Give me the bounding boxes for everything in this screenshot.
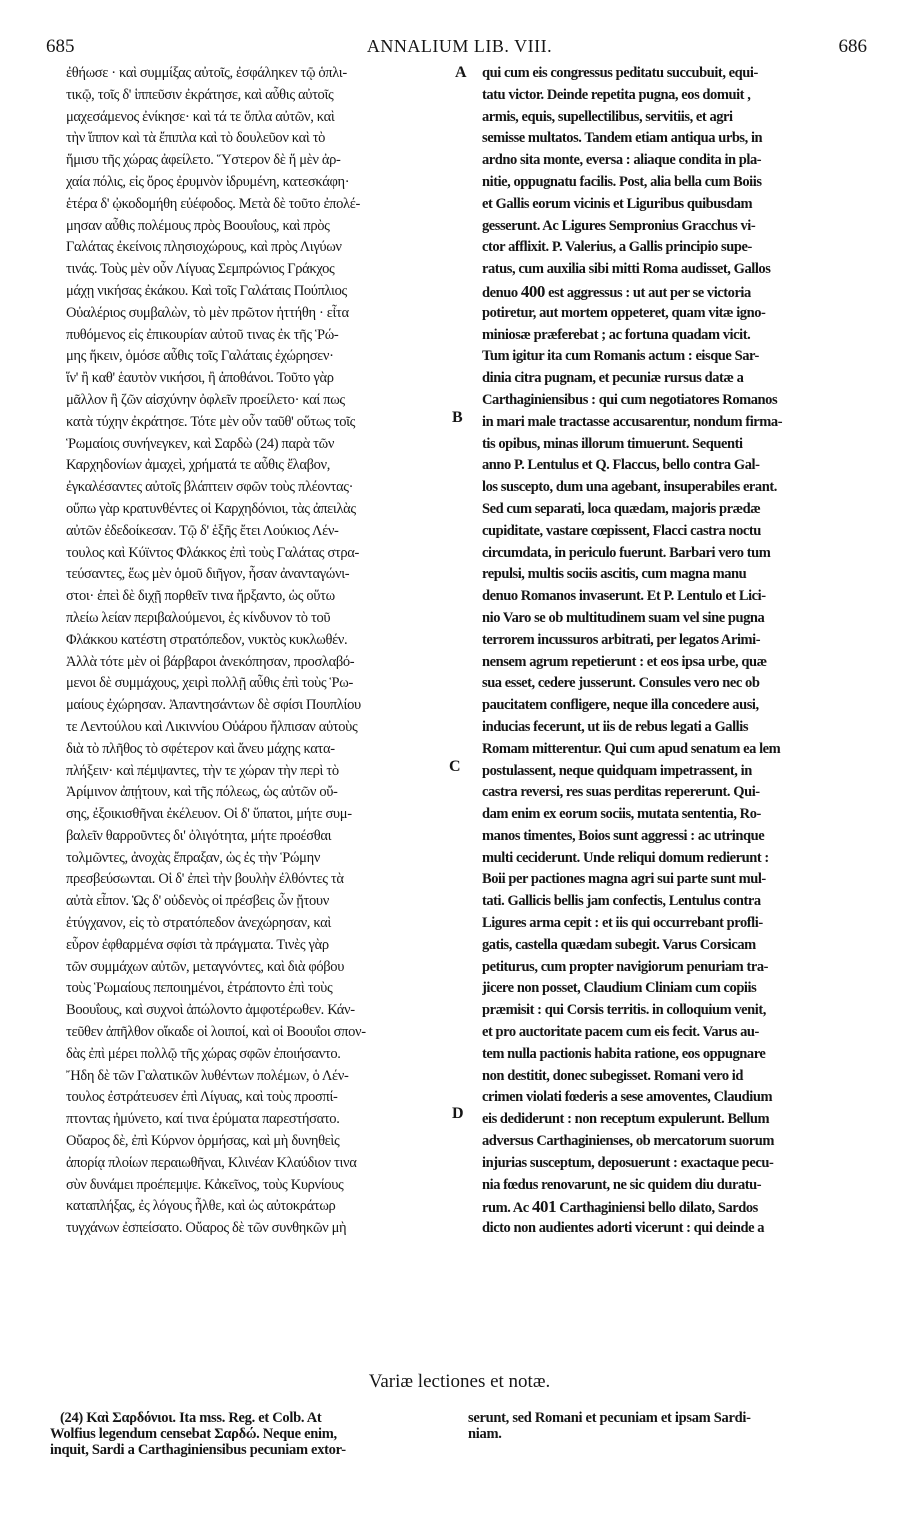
- footnote-left-column: [50, 1410, 445, 1458]
- latin-text-segment: anno P. Lentulus et Q. Flaccus, bello contra Gal-: [482, 457, 760, 474]
- greek-line: Οὔαρος δὲ, ἐπὶ Κύρνον ὁρμήσας, καὶ μὴ δυνηθεὶς: [66, 1133, 340, 1150]
- greek-line: τῶν συμμάχων αὐτῶν, μεταγνόντες, καὶ διὰ φόβου: [66, 958, 345, 975]
- greek-line: Βοουΐους, καὶ συχνοὶ ἀπώλοντο ἀμφοτέρωθεν. Κάν-: [66, 1002, 355, 1019]
- latin-text-segment: miniosæ præferebat ; ac fortuna quadam vicit.: [482, 326, 751, 343]
- latin-line: [482, 1066, 882, 1088]
- latin-line: [482, 390, 882, 412]
- latin-line: [482, 63, 882, 85]
- greek-line: ἐτύγχανον, εἰς τὸ στρατόπεδον ἀνεχώρησαν, καὶ: [66, 915, 331, 932]
- greek-line: πλήξειν· καὶ πέμψαντες, τὴν τε χώραν τὴν περὶ τὸ: [66, 762, 339, 779]
- greek-line: τολμῶντες, ἀνοχὰς ἔπραξαν, ὡς ἐς τὴν Ῥώμην: [66, 849, 321, 866]
- footnote-line: serunt, sed Romani et pecuniam et ipsam Sardi-: [468, 1410, 751, 1426]
- latin-text-segment: Tum igitur ita cum Romanis actum : eisque Sar-: [482, 348, 759, 365]
- latin-text-segment: petiturus, cum propter navigiorum penuriam tra-: [482, 958, 769, 975]
- latin-line: [482, 739, 882, 761]
- latin-line: [482, 543, 882, 565]
- greek-line: μης ἥκειν, ὁμόσε αὖθις τοῖς Γαλάταις ἐχώρησεν·: [66, 348, 334, 365]
- section-marker-a: A: [455, 64, 467, 81]
- latin-line: [482, 194, 882, 216]
- latin-text-segment: terrorem incussuros arbitrati, per legatos Arimi-: [482, 631, 761, 648]
- latin-text-segment: Romam mitterentur. Qui cum apud senatum ea lem: [482, 740, 781, 757]
- latin-text-segment: nensem agrum repetierunt : et eos ipsa urbe, quæ: [482, 653, 767, 670]
- footnote-right-column: [468, 1410, 878, 1442]
- greek-line: χαία πόλις, εἰς ὄρος ἐρυμνὸν ἱδρυμένη, κατεσκάφη·: [66, 173, 350, 190]
- latin-text-segment: dam enim ex eorum sociis, mutata sententia, Ro-: [482, 806, 761, 823]
- latin-line: [482, 957, 882, 979]
- greek-line: μησαν αὖθις πολέμους πρὸς Βοουΐους, καὶ πρὸς: [66, 217, 330, 234]
- latin-text-segment: paucitatem confligere, neque illa concedere ausi,: [482, 697, 759, 714]
- latin-line: [482, 368, 882, 390]
- latin-text-segment: dicto non audientes adorti vicerunt : qui deinde a: [482, 1220, 765, 1237]
- latin-text-segment: et pro auctoritate pacem cum eis fecit. Varus au-: [482, 1024, 759, 1041]
- greek-line: πρεσβεύσωνται. Οἱ δ' ἐπεὶ τὴν βουλὴν ἐλθόντες τὰ: [66, 871, 344, 888]
- greek-line: βαλεῖν θαρροῦντες δι' ὀλιγότητα, μήτε προέσθαι: [66, 827, 332, 844]
- greek-line: αὐτῶν ἐδεδοίκεσαν. Τῷ δ' ἑξῆς ἔτει Λούκιος Λέν-: [66, 522, 339, 539]
- latin-line: [482, 1153, 882, 1175]
- greek-line: Φλάκκου κατέστη στρατόπεδον, νυκτὸς κυκλωθέν.: [66, 631, 348, 648]
- latin-text-segment: sua esset, cedere jusserunt. Consules vero nec ob: [482, 675, 760, 692]
- footnote-line: (24) Καὶ Σαρδόνιοι. Ita mss. Reg. et Colb. At: [60, 1410, 322, 1426]
- latin-text-segment: tati. Gallicis bellis jam confectis, Lentulus contra: [482, 893, 761, 910]
- latin-text-segment: gesserunt. Ac Ligures Sempronius Gracchus vi-: [482, 217, 756, 234]
- latin-text-column: [482, 63, 882, 1240]
- latin-line: [482, 586, 882, 608]
- latin-line: [482, 1000, 882, 1022]
- latin-line: [482, 237, 882, 259]
- latin-text-segment: est aggressus : ut aut per se victoria: [544, 284, 751, 301]
- greek-line: Ῥωμαίοις συνήνεγκεν, καὶ Σαρδὼ (24) παρὰ τῶν: [66, 435, 335, 452]
- latin-line: [482, 608, 882, 630]
- greek-line: τοὺς Ῥωμαίους πεποιημένοι, ἐτράποντο ἐπὶ τοὺς: [66, 980, 333, 997]
- latin-text-segment: rum. Ac: [482, 1200, 532, 1217]
- latin-text-segment: et Gallis eorum vicinis et Liguribus quibusdam: [482, 195, 753, 212]
- latin-text-segment: armis, equis, supellectilibus, servitiis, et agri: [482, 108, 733, 125]
- latin-text-segment: dinia citra pugnam, et pecuniæ rursus datæ a: [482, 370, 744, 387]
- footnote-line: inquit, Sardi a Carthaginiensibus pecuniam extor-: [50, 1442, 346, 1458]
- latin-line: [482, 455, 882, 477]
- greek-line: τεύσαντες, ἕως μὲν ὁμοῦ διῆγον, ἦσαν ἀνανταγώνι-: [66, 566, 350, 583]
- greek-line: πλείω λείαν περιβαλούμενοι, ἐς κίνδυνον τὸ τοῦ: [66, 609, 331, 626]
- latin-text-segment: semisse multatos. Tandem etiam antiqua urbs, in: [482, 130, 763, 147]
- page-reference-number: 401: [531, 1197, 557, 1217]
- greek-line: σης, ἐξοικισθῆναι ἐκέλευον. Οἱ δ' ὕπατοι, μήτε συμ-: [66, 806, 352, 823]
- greek-line: τυγχάνων ἐσπείσατο. Οὔαρος δὲ τῶν συνθηκῶν μὴ: [66, 1220, 347, 1237]
- page-reference-number: 400: [520, 281, 545, 301]
- latin-line: [482, 630, 882, 652]
- latin-line: [482, 477, 882, 499]
- greek-line: σὺν δυνάμει προέπεμψε. Κἀκεῖνος, τοὺς Κυρνίους: [66, 1176, 344, 1193]
- latin-line: [482, 1175, 882, 1197]
- latin-text-segment: tatu victor. Deinde repetita pugna, eos domuit ,: [482, 86, 751, 103]
- greek-line: τινάς. Τοὺς μὲν οὖν Λίγυας Σεμπρώνιος Γράκχος: [66, 261, 335, 278]
- latin-line: [482, 303, 882, 325]
- greek-line: τεῦθεν ἀπῆλθον οἴκαδε οἱ λοιποί, καὶ οἱ Βοουΐοι σπον-: [66, 1024, 366, 1041]
- greek-line: πτοντας ἠμύνετο, καί τινα ἐρύματα παρεστήσατο.: [66, 1111, 340, 1128]
- latin-line: [482, 935, 882, 957]
- latin-line: [482, 804, 882, 826]
- latin-text-segment: in mari male tractasse accusarentur, nondum firma-: [482, 413, 783, 430]
- latin-text-segment: injurias susceptum, deposuerunt : exactaque pecu-: [482, 1154, 774, 1171]
- greek-line: τε Λεντούλου καὶ Λικιννίου Οὐάρου ἤλπισαν αὐτοὺς: [66, 718, 358, 735]
- page-number-right: 686: [838, 36, 867, 57]
- greek-line: ἥμισυ τῆς χώρας ἀφείλετο. Ὕστερον δὲ ἥ μὲν ἀρ-: [66, 152, 341, 169]
- greek-line: ἵν' ἢ καθ' ἑαυτὸν νικήσοι, ἢ ἀποθάνοι. Τοῦτο γὰρ: [66, 370, 334, 387]
- running-title: ANNALIUM LIB. VIII.: [366, 36, 553, 56]
- latin-text-segment: Boii per pactiones magna agri sui parte sunt mul-: [482, 871, 766, 888]
- latin-line: [482, 1044, 882, 1066]
- latin-text-segment: non destitit, donec subegisset. Romani vero id: [482, 1067, 743, 1084]
- latin-text-segment: postulassent, neque quidquam impetrassent, in: [482, 762, 752, 779]
- latin-text-segment: repulsi, multis sociis ascitis, cum magna manu: [482, 566, 747, 583]
- latin-text-segment: nitie, oppugnatu facilis. Post, alia bella cum Boiis: [482, 173, 762, 190]
- greek-line: ἐγκαλέσαντες αὐτοῖς βλάπτειν σφῶν τοὺς πλέοντας·: [66, 479, 354, 496]
- latin-line: [482, 1109, 882, 1131]
- latin-line: [482, 564, 882, 586]
- latin-text-segment: Ligures arma cepit : et iis qui occurrebant profli-: [482, 915, 763, 932]
- latin-line: [482, 869, 882, 891]
- greek-line: διὰ τὸ πλῆθος τὸ σφέτερον καὶ ἄνευ μάχης κατα-: [66, 740, 335, 757]
- latin-line: [482, 281, 882, 303]
- latin-line: [482, 1022, 882, 1044]
- latin-line: [482, 150, 882, 172]
- latin-line: [482, 695, 882, 717]
- greek-line: μενοι δὲ συμμάχους, χειρὶ πολλῇ αὖθις ἐπὶ τοὺς Ῥω-: [66, 675, 353, 692]
- latin-line: [482, 848, 882, 870]
- latin-text-segment: Sed cum separati, loca quædam, majoris prædæ: [482, 500, 761, 517]
- latin-line: [482, 673, 882, 695]
- greek-line: ἀπορίᾳ πλοίων περαιωθῆναι, Κλινέαν Κλαύδιον τινα: [66, 1154, 357, 1171]
- latin-line: [482, 259, 882, 281]
- latin-line: [482, 1087, 882, 1109]
- greek-line: στοι· ἐπεὶ δὲ διχῇ πορθεῖν τινα ἤρξαντο, ὡς οὕτω: [66, 588, 335, 605]
- latin-line: [482, 1196, 882, 1218]
- latin-text-segment: nio Varo se ob multitudinem suam vel sine pugna: [482, 609, 765, 626]
- greek-line: μαχεσάμενος ἐνίκησε· καὶ τά τε ὅπλα αὐτῶν, καὶ: [66, 108, 335, 125]
- footnote-line: niam.: [468, 1426, 502, 1442]
- latin-line: [482, 412, 882, 434]
- latin-text-segment: gatis, castella quædam subegit. Varus Corsicam: [482, 936, 756, 953]
- greek-line: Καρχηδονίων ἀμαχεὶ, χρήματά τε αὖθις ἔλαβον,: [66, 457, 331, 474]
- latin-text-segment: tis opibus, minas illorum timuerunt. Sequenti: [482, 435, 743, 452]
- latin-line: [482, 891, 882, 913]
- greek-line: μάχῃ νικήσας ἐκάκου. Καὶ τοῖς Γαλάταις Πούπλιος: [66, 282, 347, 299]
- latin-line: [482, 216, 882, 238]
- greek-line: Οὐαλέριος συμβαλὼν, τὸ μὲν πρῶτον ἡττήθη · εἶτα: [66, 304, 349, 321]
- latin-text-segment: cupiditate, vastare cœpissent, Flacci castra noctu: [482, 522, 761, 539]
- footnote-line: Wolfius legendum censebat Σαρδώ. Neque enim,: [50, 1426, 337, 1442]
- greek-line: Ἀρίμινον ἀπῄτουν, καὶ τῆς πόλεως, ὡς αὐτῶν οὔ-: [66, 784, 338, 801]
- latin-line: [482, 978, 882, 1000]
- latin-text-segment: manos timentes, Boios sunt aggressi : ac utrinque: [482, 827, 765, 844]
- latin-line: [482, 761, 882, 783]
- latin-line: [482, 652, 882, 674]
- latin-line: [482, 499, 882, 521]
- latin-text-segment: Carthaginiensibus : qui cum negotiatores Romanos: [482, 391, 778, 408]
- latin-text-segment: multi ceciderunt. Unde reliqui domum redierunt :: [482, 849, 769, 866]
- latin-text-segment: adversus Carthaginienses, ob mercatorum suorum: [482, 1133, 774, 1150]
- latin-line: [482, 172, 882, 194]
- latin-line: [482, 346, 882, 368]
- latin-text-segment: ardno sita monte, eversa : aliaque condita in pla-: [482, 152, 762, 169]
- latin-text-segment: los suscepto, dum una agebant, insuperabiles erant.: [482, 479, 777, 496]
- latin-text-segment: Carthaginiensi bello dilato, Sardos: [556, 1200, 758, 1217]
- latin-text-segment: circumdata, in periculo fuerunt. Barbari vero tum: [482, 544, 771, 561]
- latin-text-segment: qui cum eis congressus peditatu succubuit, equi-: [482, 65, 758, 81]
- latin-line: [482, 128, 882, 150]
- greek-line: τουλος καὶ Κύϊντος Φλάκκος ἐπὶ τοὺς Γαλάτας στρα-: [66, 544, 360, 561]
- latin-text-segment: eis dediderunt : non receptum expulerunt. Bellum: [482, 1111, 770, 1128]
- latin-text-segment: potiretur, aut mortem oppeteret, quam vitæ igno-: [482, 304, 766, 321]
- running-header: [0, 36, 919, 60]
- latin-text-segment: præmisit : qui Corsis territis. in colloquium venit,: [482, 1002, 766, 1019]
- latin-line: [482, 717, 882, 739]
- latin-line: [482, 1218, 882, 1240]
- greek-line: κατὰ τύχην ἐκράτησε. Τότε μὲν οὖν ταῦθ' οὕτως τοῖς: [66, 413, 356, 430]
- latin-line: [482, 913, 882, 935]
- latin-line: [482, 434, 882, 456]
- greek-line: μᾶλλον ἢ ζῶν αἰσχύνην ὀφλεῖν προείλετο· καί πως: [66, 391, 345, 408]
- latin-text-segment: castra reversi, res suas perditas repererunt. Qui-: [482, 784, 760, 801]
- section-marker-b: B: [452, 409, 463, 426]
- latin-line: [482, 325, 882, 347]
- page-number-left: 685: [46, 36, 75, 57]
- latin-text-segment: inducias fecerunt, ut iis de rebus legati a Gallis: [482, 718, 749, 735]
- greek-line: ἑτέρα δ' ᾠκοδομήθη εὐέφοδος. Μετὰ δὲ τοῦτο ἐπολέ-: [66, 195, 360, 212]
- greek-line: Γαλάτας ἐκείνοις πλησιοχώρους, καὶ πρὸς Λιγύων: [66, 239, 342, 256]
- greek-line: τὴν ἵππον καὶ τὰ ἔπιπλα καὶ τὸ δουλεῦον καὶ τὸ: [66, 130, 326, 147]
- greek-line: οὔπω γὰρ κρατυνθέντες οἱ Καρχηδόνιοι, τὰς ἀπειλὰς: [66, 500, 356, 517]
- latin-text-segment: crimen violati fœderis a sese amoventes, Claudium: [482, 1089, 773, 1106]
- latin-line: [482, 521, 882, 543]
- latin-text-segment: tem nulla pactionis habita ratione, eos oppugnare: [482, 1045, 766, 1062]
- notes-heading: Variæ lectiones et notæ.: [368, 1371, 551, 1392]
- greek-line: τικῷ, τοῖς δ' ἱππεῦσιν ἐκράτησε, καὶ αὖθις αὐτοῖς: [66, 86, 334, 103]
- latin-line: [482, 107, 882, 129]
- latin-line: [482, 1131, 882, 1153]
- greek-line: εὗρον ἐφθαρμένα σφίσι τὰ πράγματα. Τινὲς γὰρ: [66, 936, 329, 953]
- latin-text-segment: ratus, cum auxilia sibi mitti Roma audisset, Gallos: [482, 261, 771, 278]
- latin-line: [482, 85, 882, 107]
- latin-text-segment: jicere non posset, Claudium Cliniam cum copiis: [482, 980, 757, 997]
- latin-text-segment: denuo: [482, 284, 521, 301]
- greek-line: Ἀλλὰ τότε μὲν οἱ βάρβαροι ἀνεκόπησαν, προσλαβό-: [66, 653, 355, 670]
- greek-line: αὐτὰ εἶπον. Ὡς δ' οὐδενὸς οἱ πρέσβεις ὧν ᾔτουν: [66, 893, 329, 910]
- latin-line: [482, 782, 882, 804]
- latin-line: [482, 826, 882, 848]
- section-marker-d: D: [452, 1105, 464, 1122]
- greek-line: τουλος ἐστράτευσεν ἐπὶ Λίγυας, καὶ τοὺς προσπί-: [66, 1089, 338, 1106]
- section-marker-c: C: [449, 758, 461, 775]
- latin-text-segment: denuo Romanos invaserunt. Et P. Lentulo et Lici-: [482, 588, 766, 605]
- greek-line: πυθόμενος εἰς ἐπικουρίαν αὐτοῦ τινας ἐκ τῆς Ῥώ-: [66, 326, 339, 343]
- greek-line: δὰς ἐπὶ μέρει πολλῷ τῆς χώρας σφῶν ἐποιήσαντο.: [66, 1045, 341, 1062]
- latin-text-segment: ctor afflixit. P. Valerius, a Gallis principio supe-: [482, 239, 752, 256]
- greek-line: μαίους ἐχώρησαν. Ἀπαντησάντων δὲ σφίσι Πουπλίου: [66, 697, 361, 714]
- latin-text-segment: nia fœdus renovarunt, ne sic quidem diu duratu-: [482, 1176, 762, 1193]
- greek-line: καταπλήξας, ἐς λόγους ἦλθε, καὶ ὡς αὐτοκράτωρ: [66, 1198, 336, 1215]
- greek-text-column: [66, 63, 461, 1240]
- greek-line: ἐθήωσε · καὶ συμμίξας αὐτοῖς, ἐσφάληκεν τῷ ὁπλι-: [66, 65, 347, 81]
- greek-line: Ἤδη δὲ τῶν Γαλατικῶν λυθέντων πολέμων, ὁ Λέν-: [66, 1067, 349, 1084]
